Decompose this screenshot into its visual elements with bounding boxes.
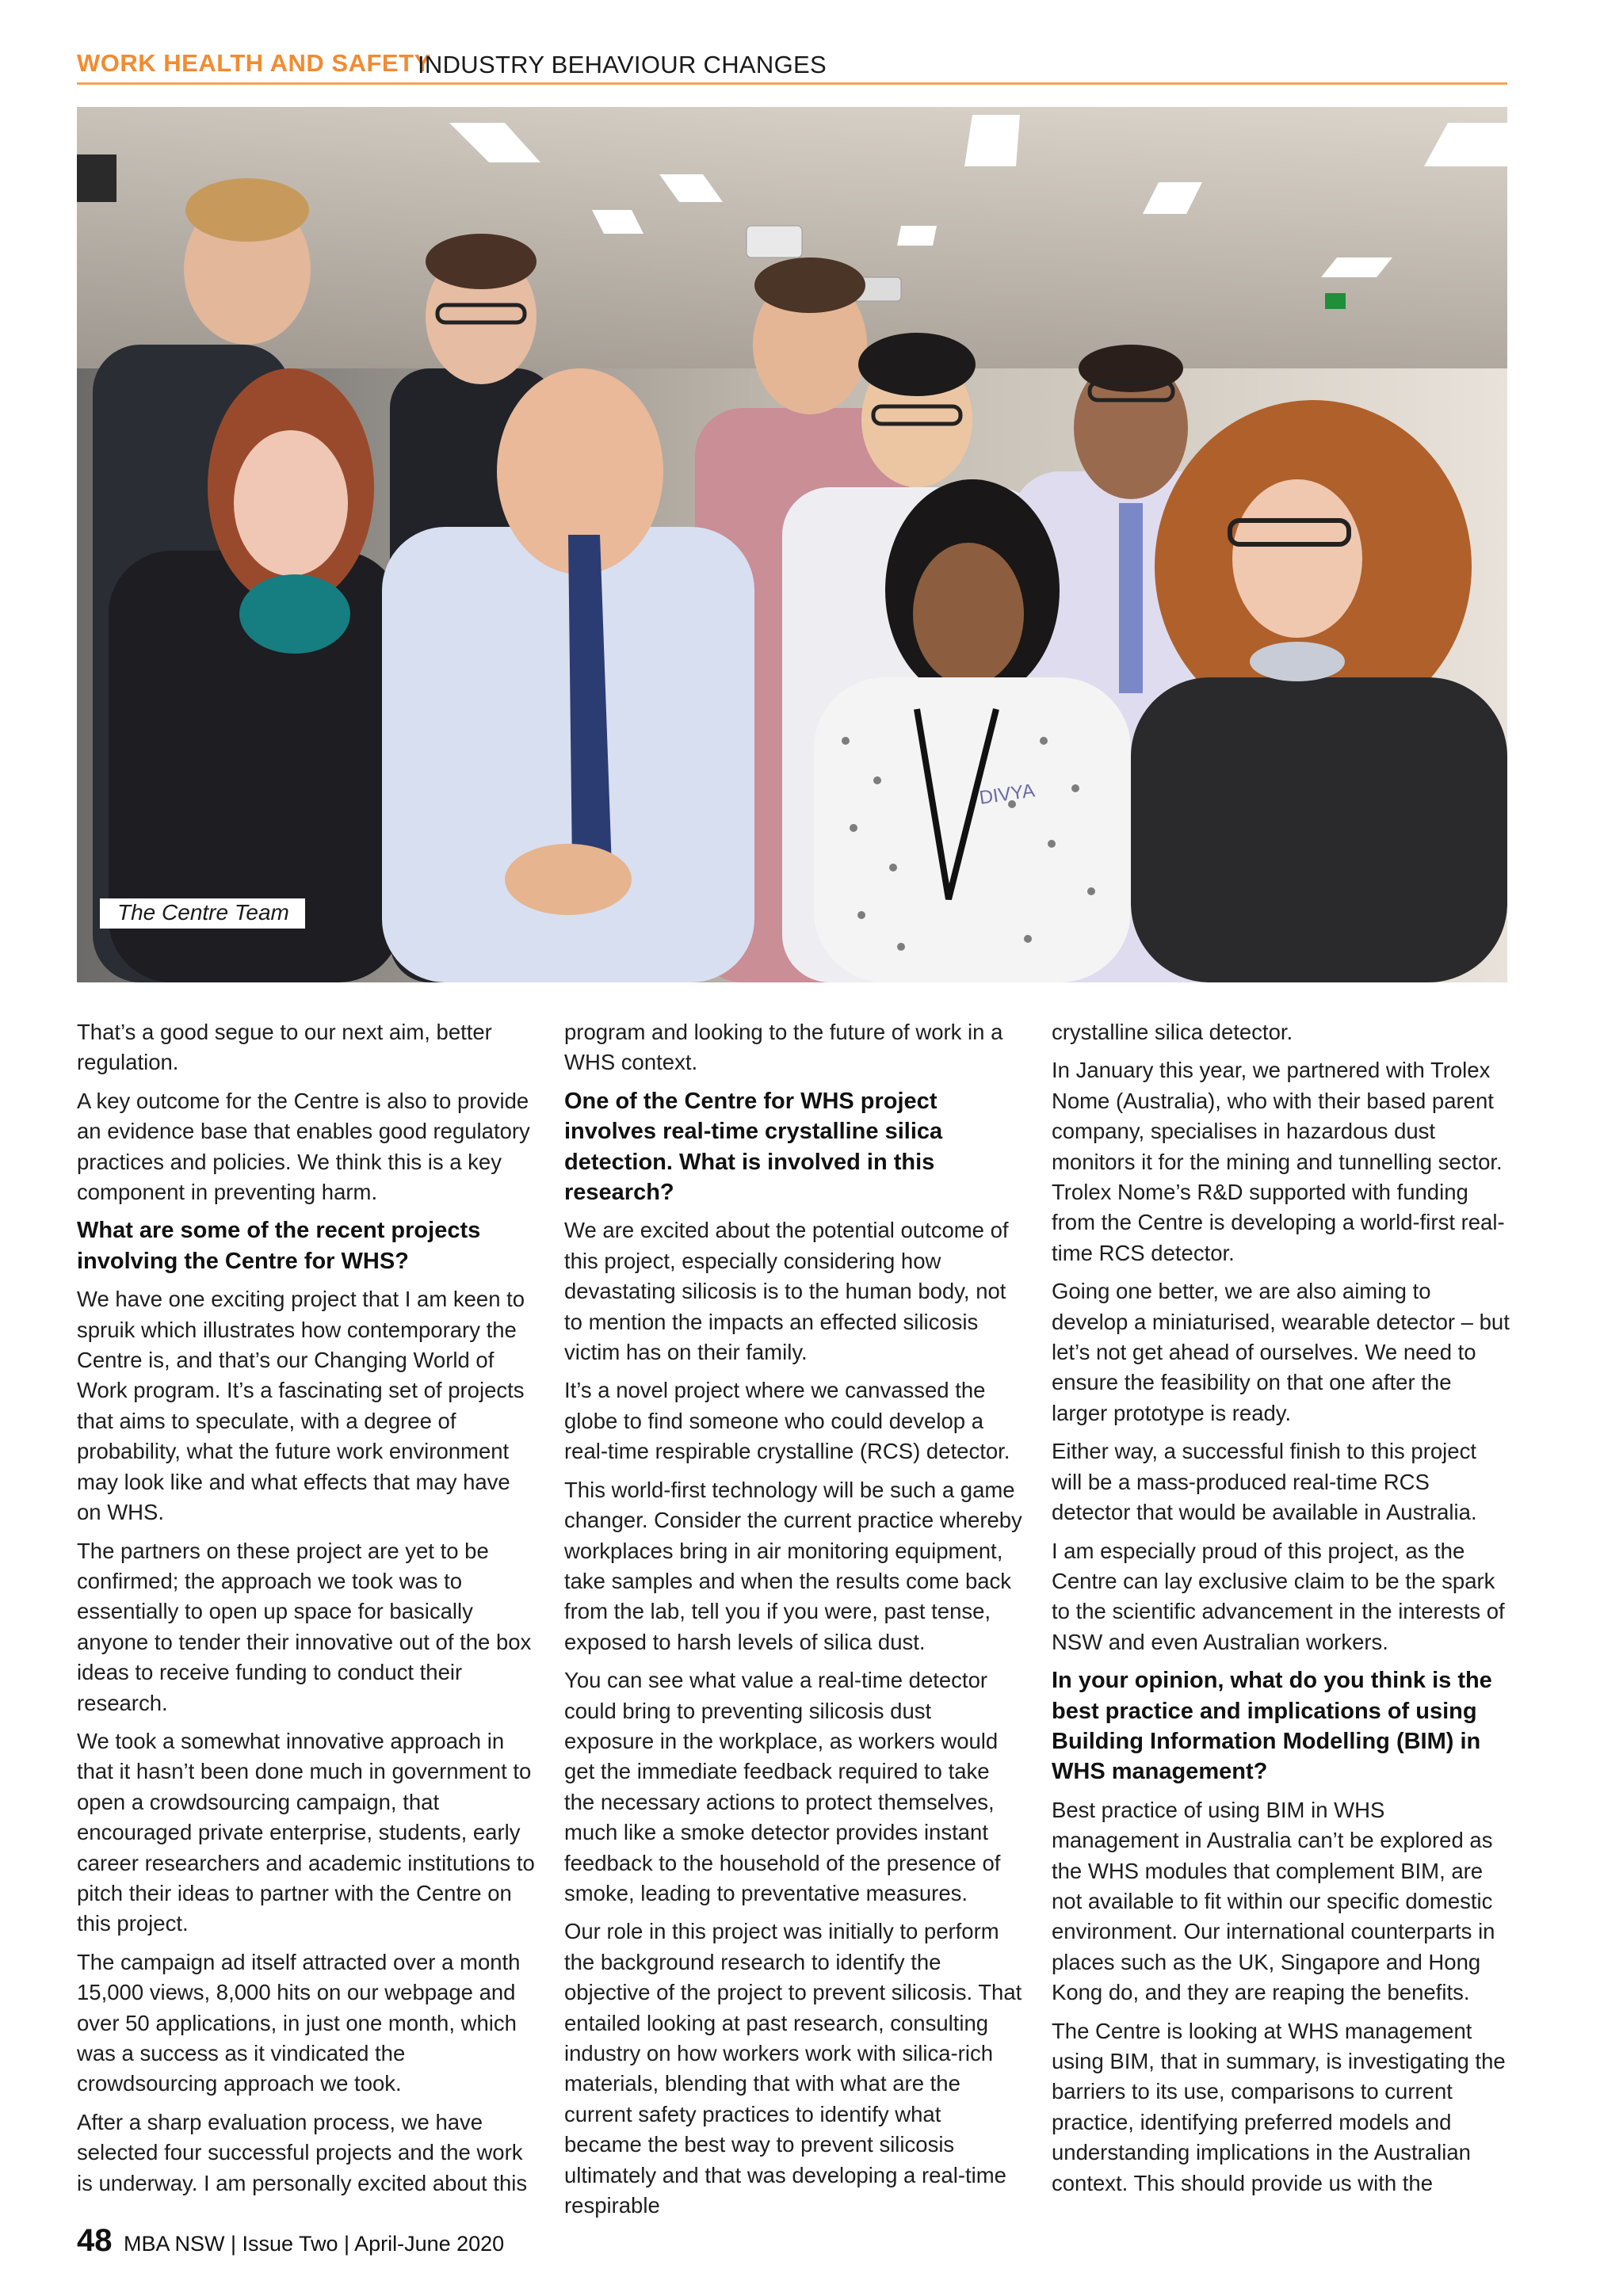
- paragraph: Best practice of using BIM in WHS management in Australia can’t be explored as the WHS modules that complement BIM, are not available to fit within our specific domestic environment. Our international counterparts in places such as the UK, Singapore and Hong Kong do, and they are reaping the benefits.: [1052, 1797, 1495, 2005]
- page-footer: [77, 2223, 504, 2263]
- column-1: [77, 1017, 537, 2206]
- running-header: [77, 46, 1507, 85]
- page-number: 48: [77, 2223, 113, 2258]
- paragraph: Our role in this project was initially to perform the background research to identify the objective of the project to prevent silicosis. That entailed looking at past research, consulting industry on how workers work with silica-rich materials, blending that with what are the current safety practices to identify what became the best way to prevent silicosis ultimately and that was developing a real-time respirable: [564, 1919, 1022, 2218]
- question-heading: One of the Centre for WHS project involves real-time crystalline silica detection. What is involved in this research?: [564, 1088, 943, 1206]
- paragraph: The partners on these project are yet to be confirmed; the approach we took was to essentially to open up space for basically anyone to tender their innovative out of the box ideas to receive funding to conduct their research.: [77, 1538, 532, 1715]
- person-front-right-woman: [1131, 400, 1507, 982]
- paragraph: We are excited about the potential outcome of this project, especially considering how devastating silicosis is to the human body, not to mention the impacts an effected silicosis victim has on their family.: [564, 1218, 1009, 1365]
- team-photo-illustration: [77, 107, 1507, 982]
- paragraph: The campaign ad itself attracted over a month 15,000 views, 8,000 hits on our webpage and over 50 applications, in just one month, which was a success as it vindicated the crowdsourcing approach we took.: [77, 1949, 521, 2096]
- question-heading: In your opinion, what do you think is the best practice and implications of using Building Information Modelling (BIM) in WHS management?: [1052, 1668, 1492, 1785]
- column-2: [564, 1017, 1024, 2229]
- paragraph: The Centre is looking at WHS management using BIM, that in summary, is investigating the barriers to its use, comparisons to current practice, identifying preferred models and understanding implications in the Australian context. This should provide us with the: [1052, 2018, 1506, 2195]
- name-badge: DIVYA: [978, 780, 1037, 809]
- photo-caption: The Centre Team: [100, 898, 305, 929]
- team-photo: [77, 107, 1507, 982]
- paragraph: I am especially proud of this project, as the Centre can lay exclusive claim to be the spark to the scientific advancement in the interests of NSW and even Australian workers.: [1052, 1538, 1505, 1654]
- paragraph: That’s a good segue to our next aim, better regulation.: [77, 1020, 492, 1075]
- paragraph: It’s a novel project where we canvassed the globe to find someone who could develop a real-time respirable crystalline (RCS) detector.: [564, 1378, 1010, 1464]
- exit-sign-icon: [1325, 293, 1346, 309]
- publication-info: MBA NSW | Issue Two | April-June 2020: [123, 2232, 505, 2256]
- paragraph: We have one exciting project that I am keen to spruik which illustrates how contemporary the Centre is, and that’s our Changing World of Work program. It’s a fascinating set of projects that aims to speculate, with a degree of probability, what the future work environment may look like and what effects that may have on WHS.: [77, 1287, 525, 1525]
- paragraph: This world-first technology will be such a game changer. Consider the current practice whereby workplaces bring in air monitoring equipment, take samples and when the results come back from the lab, tell you if you were, past tense, exposed to harsh levels of silica dust.: [564, 1477, 1022, 1654]
- paragraph: In January this year, we partnered with Trolex Nome (Australia), who with their based parent company, specialises in hazardous dust monitors it for the mining and tunnelling sector. Trolex Nome’s R&D supported with funding from the Centre is developing a world-first real-time RCS detector.: [1052, 1058, 1505, 1265]
- paragraph: A key outcome for the Centre is also to provide an evidence base that enables good regulatory practices and policies. We think this is a key component in preventing harm.: [77, 1088, 530, 1205]
- paragraph: crystalline silica detector.: [1052, 1020, 1293, 1044]
- question-heading: What are some of the recent projects involving the Centre for WHS?: [77, 1218, 481, 1274]
- column-3: [1052, 1017, 1511, 2206]
- paragraph: After a sharp evaluation process, we have selected four successful projects and the work is underway. I am personally excited about this: [77, 2109, 528, 2195]
- section-label: WORK HEALTH AND SAFETY: [77, 49, 431, 77]
- paragraph: You can see what value a real-time detector could bring to preventing silicosis dust exposure in the workplace, as workers would get the immediate feedback required to take the necessary actions to protect themselves, much like a smoke detector provides instant feedback to the household of the presence of smoke, leading to preventative measures.: [564, 1668, 1001, 1905]
- subsection-label: INDUSTRY BEHAVIOUR CHANGES: [418, 51, 827, 78]
- paragraph: Going one better, we are also aiming to develop a miniaturised, wearable detector – but let’s not get ahead of ourselves. We need to ensure the feasibility on that one after the larger prototype is ready.: [1052, 1279, 1510, 1425]
- paragraph: program and looking to the future of work in a WHS context.: [564, 1020, 1003, 1075]
- paragraph: We took a somewhat innovative approach in that it hasn’t been done much in government to open a crowdsourcing campaign, that encouraged private enterprise, students, early career researchers and academic institutions to pitch their ideas to partner with the Centre on this project.: [77, 1728, 535, 1936]
- paragraph: Either way, a successful finish to this project will be a mass-produced real-time RCS detector that would be available in Australia.: [1052, 1439, 1477, 1525]
